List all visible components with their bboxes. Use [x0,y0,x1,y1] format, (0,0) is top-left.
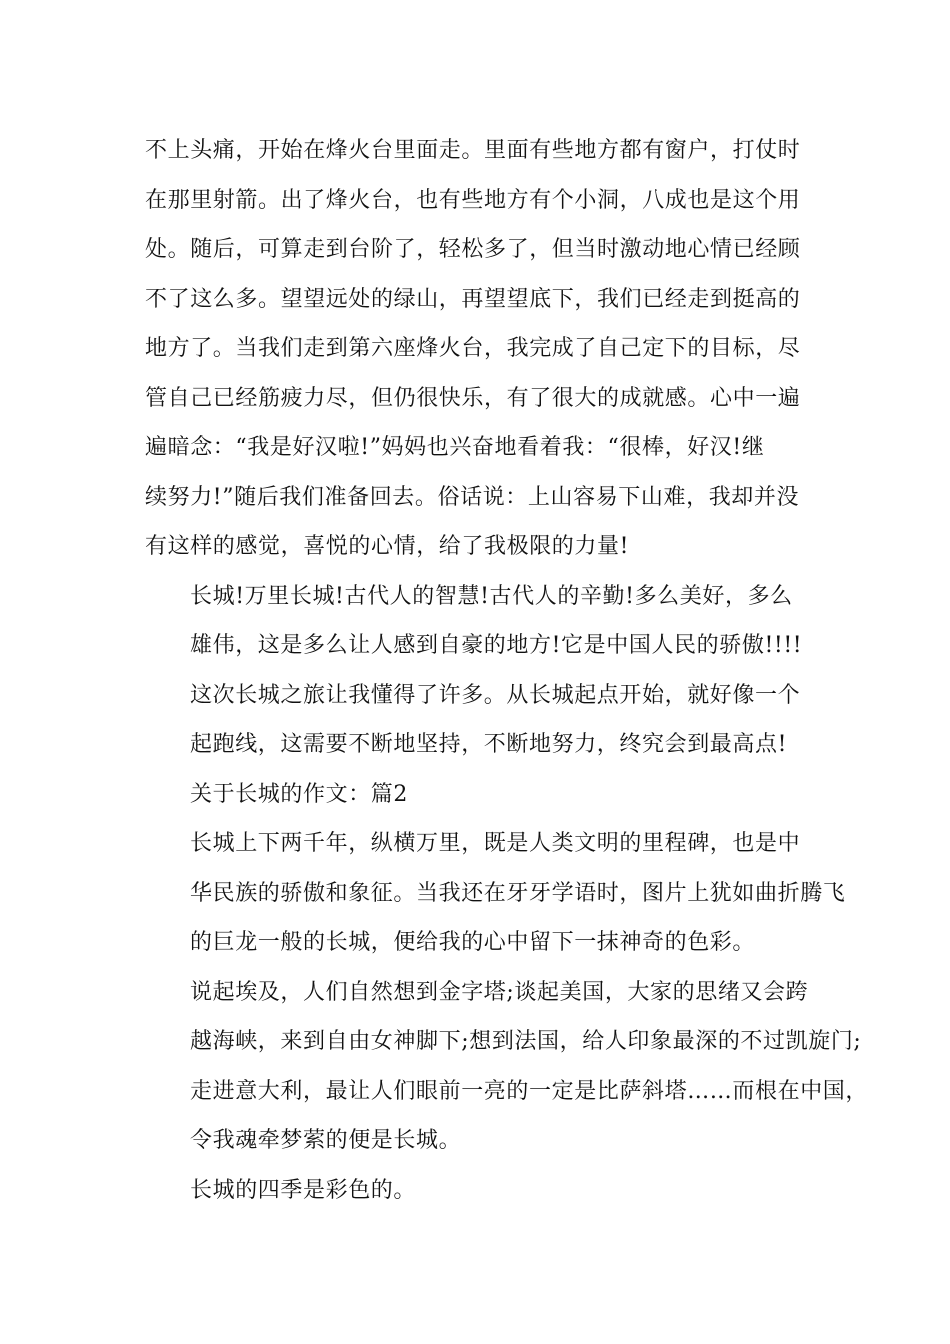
text-line: 不了这么多。望望远处的绿山，再望望底下，我们已经走到挺高的 [145,286,801,312]
paragraph [145,1166,825,1216]
text-line: 走进意大利，最让人们眼前一亮的一定是比萨斜塔……而根在中国， [190,1078,869,1104]
text-line: 续努力!”随后我们准备回去。俗话说：上山容易下山难，我却并没 [145,484,800,510]
text-line: 说起埃及，人们自然想到金字塔;谈起美国，大家的思绪又会跨 [190,979,809,1005]
text-line: 处。随后，可算走到台阶了，轻松多了，但当时激动地心情已经顾 [145,237,801,262]
paragraph [145,126,825,572]
text-line: 华民族的骄傲和象征。当我还在牙牙学语时，图片上犹如曲折腾飞 [190,880,846,906]
text-line: 遍暗念：“我是好汉啦!”妈妈也兴奋地看着我：“很棒，好汉!继 [145,435,765,460]
paragraph [145,671,825,770]
text-line: 长城的四季是彩色的。 [190,1177,417,1203]
text-line: 雄伟，这是多么让人感到自豪的地方!它是中国人民的骄傲!!!! [190,633,803,658]
text-line: 这次长城之旅让我懂得了许多。从长城起点开始，就好像一个 [190,682,801,708]
text-line: 越海峡，来到自由女神脚下;想到法国，给人印象最深的不过凯旋门; [190,1029,862,1054]
paragraph [145,770,825,820]
paragraph [145,968,869,1166]
paragraph [145,572,825,671]
text-line: 长城上下两千年，纵横万里，既是人类文明的里程碑，也是中 [190,831,801,856]
text-line: 令我魂牵梦萦的便是长城。 [190,1128,462,1153]
text-line: 关于长城的作文：篇2 [190,781,408,807]
text-line: 起跑线，这需要不断地坚持，不断地努力，终究会到最高点! [190,732,788,757]
text-line: 在那里射箭。出了烽火台，也有些地方有个小洞，八成也是这个用 [145,187,801,213]
text-line: 地方了。当我们走到第六座烽火台，我完成了自己定下的目标，尽 [145,336,801,361]
text-line: 不上头痛，开始在烽火台里面走。里面有些地方都有窗户，打仗时 [145,138,801,163]
paragraph [145,819,846,968]
text-line: 长城!万里长城!古代人的智慧!古代人的辛勤!多么美好，多么 [190,583,793,609]
text-line: 的巨龙一般的长城，便给我的心中留下一抹神奇的色彩。 [190,930,756,955]
document-body [145,126,869,1215]
text-line: 有这样的感觉，喜悦的心情，给了我极限的力量! [145,534,630,559]
text-line: 管自己已经筋疲力尽，但仍很快乐，有了很大的成就感。心中一遍 [145,385,801,411]
